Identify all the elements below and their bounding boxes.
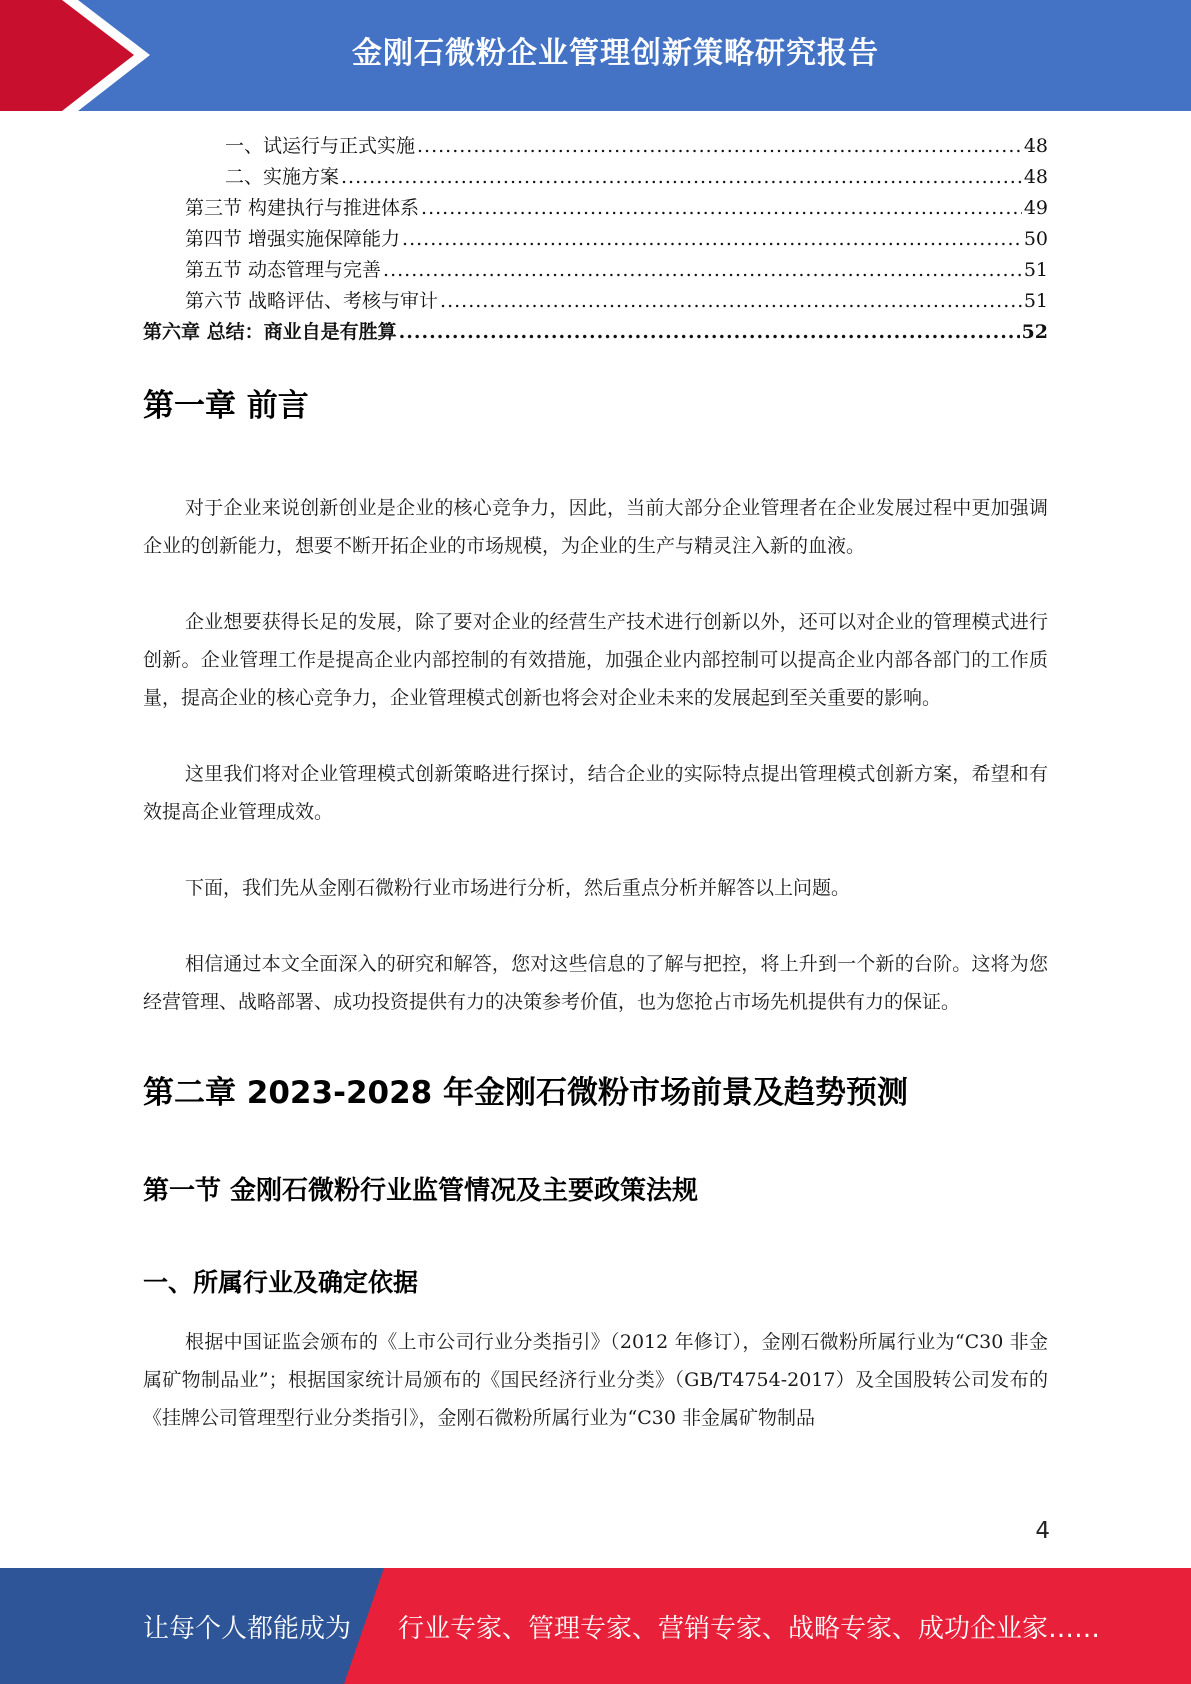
toc-entry-label: 二、实施方案 xyxy=(225,166,340,188)
toc-dot-leader xyxy=(383,259,1022,281)
paragraph: 企业想要获得长足的发展，除了要对企业的经营生产技术进行创新以外，还可以对企业的管理模式进行创新。企业管理工作是提高企业内部控制的有效措施，加强企业内部控制可以提高企业内部各部门的工作质量，提高企业的核心竞争力，企业管理模式创新也将会对企业未来的发展起到至关重要的影响。 xyxy=(143,611,1048,709)
page-number: 4 xyxy=(1035,1518,1050,1544)
toc-entry[interactable] xyxy=(143,286,1048,317)
toc-entry-page: 51 xyxy=(1023,290,1048,312)
footer-slogan-right: 行业专家、管理专家、营销专家、战略专家、成功企业家…… xyxy=(398,1614,1101,1644)
toc-dot-leader xyxy=(417,135,1022,157)
table-of-contents xyxy=(143,131,1048,348)
page-footer xyxy=(0,1568,1191,1684)
toc-entry-label: 一、试运行与正式实施 xyxy=(225,135,416,157)
toc-entry-page: 48 xyxy=(1023,135,1048,157)
section-heading: 第一节 金刚石微粉行业监管情况及主要政策法规 xyxy=(143,1176,699,1206)
toc-entry-label: 第六节 战略评估、考核与审计 xyxy=(185,290,439,312)
paragraph: 这里我们将对企业管理模式创新策略进行探讨，结合企业的实际特点提出管理模式创新方案，希望和有效提高企业管理成效。 xyxy=(143,763,1048,823)
toc-entry[interactable] xyxy=(143,317,1048,348)
toc-entry[interactable] xyxy=(143,255,1048,286)
main-content xyxy=(143,380,1048,1437)
subsection-heading: 一、所属行业及确定依据 xyxy=(143,1268,419,1297)
paragraph: 对于企业来说创新创业是企业的核心竞争力，因此，当前大部分企业管理者在企业发展过程中更加强调企业的创新能力，想要不断开拓企业的市场规模，为企业的生产与精灵注入新的血液。 xyxy=(143,497,1048,557)
chapter-2-heading: 第二章 2023-2028 年金刚石微粉市场前景及趋势预测 xyxy=(143,1075,909,1111)
toc-dot-leader xyxy=(440,290,1022,312)
toc-entry[interactable] xyxy=(143,162,1048,193)
toc-dot-leader xyxy=(399,321,1020,343)
paragraph: 根据中国证监会颁布的《上市公司行业分类指引》（2012 年修订），金刚石微粉所属行业为“C30 非金属矿物制品业”；根据国家统计局颁布的《国民经济行业分类》（GB/T4754-2017）及全国股转公司发布的《挂牌公司管理型行业分类指引》，金刚石微粉所属行业为“C30 非金属矿物制品 xyxy=(143,1331,1048,1429)
toc-entry-page: 52 xyxy=(1021,321,1048,343)
toc-entry-label: 第四节 增强实施保障能力 xyxy=(185,228,401,250)
toc-entry-page: 49 xyxy=(1023,197,1048,219)
toc-entry-label: 第五节 动态管理与完善 xyxy=(185,259,382,281)
footer-slogan-left: 让每个人都能成为 xyxy=(143,1614,352,1644)
page-header xyxy=(0,0,1191,111)
paragraph: 相信通过本文全面深入的研究和解答，您对这些信息的了解与把控，将上升到一个新的台阶。这将为您经营管理、战略部署、成功投资提供有力的决策参考价值，也为您抢占市场先机提供有力的保证。 xyxy=(143,953,1048,1013)
toc-dot-leader xyxy=(402,228,1022,250)
toc-entry[interactable] xyxy=(143,193,1048,224)
toc-entry-page: 50 xyxy=(1023,228,1048,250)
paragraph: 下面，我们先从金刚石微粉行业市场进行分析，然后重点分析并解答以上问题。 xyxy=(185,877,851,899)
toc-dot-leader xyxy=(421,197,1022,219)
toc-entry[interactable] xyxy=(143,224,1048,255)
toc-entry[interactable] xyxy=(143,131,1048,162)
header-title: 金刚石微粉企业管理创新策略研究报告 xyxy=(352,36,879,71)
toc-dot-leader xyxy=(341,166,1022,188)
toc-entry-label: 第六章 总结：商业自是有胜算 xyxy=(143,321,397,343)
toc-entry-label: 第三节 构建执行与推进体系 xyxy=(185,197,420,219)
chapter-1-heading: 第一章 前言 xyxy=(143,388,309,424)
toc-entry-page: 48 xyxy=(1023,166,1048,188)
toc-entry-page: 51 xyxy=(1023,259,1048,281)
